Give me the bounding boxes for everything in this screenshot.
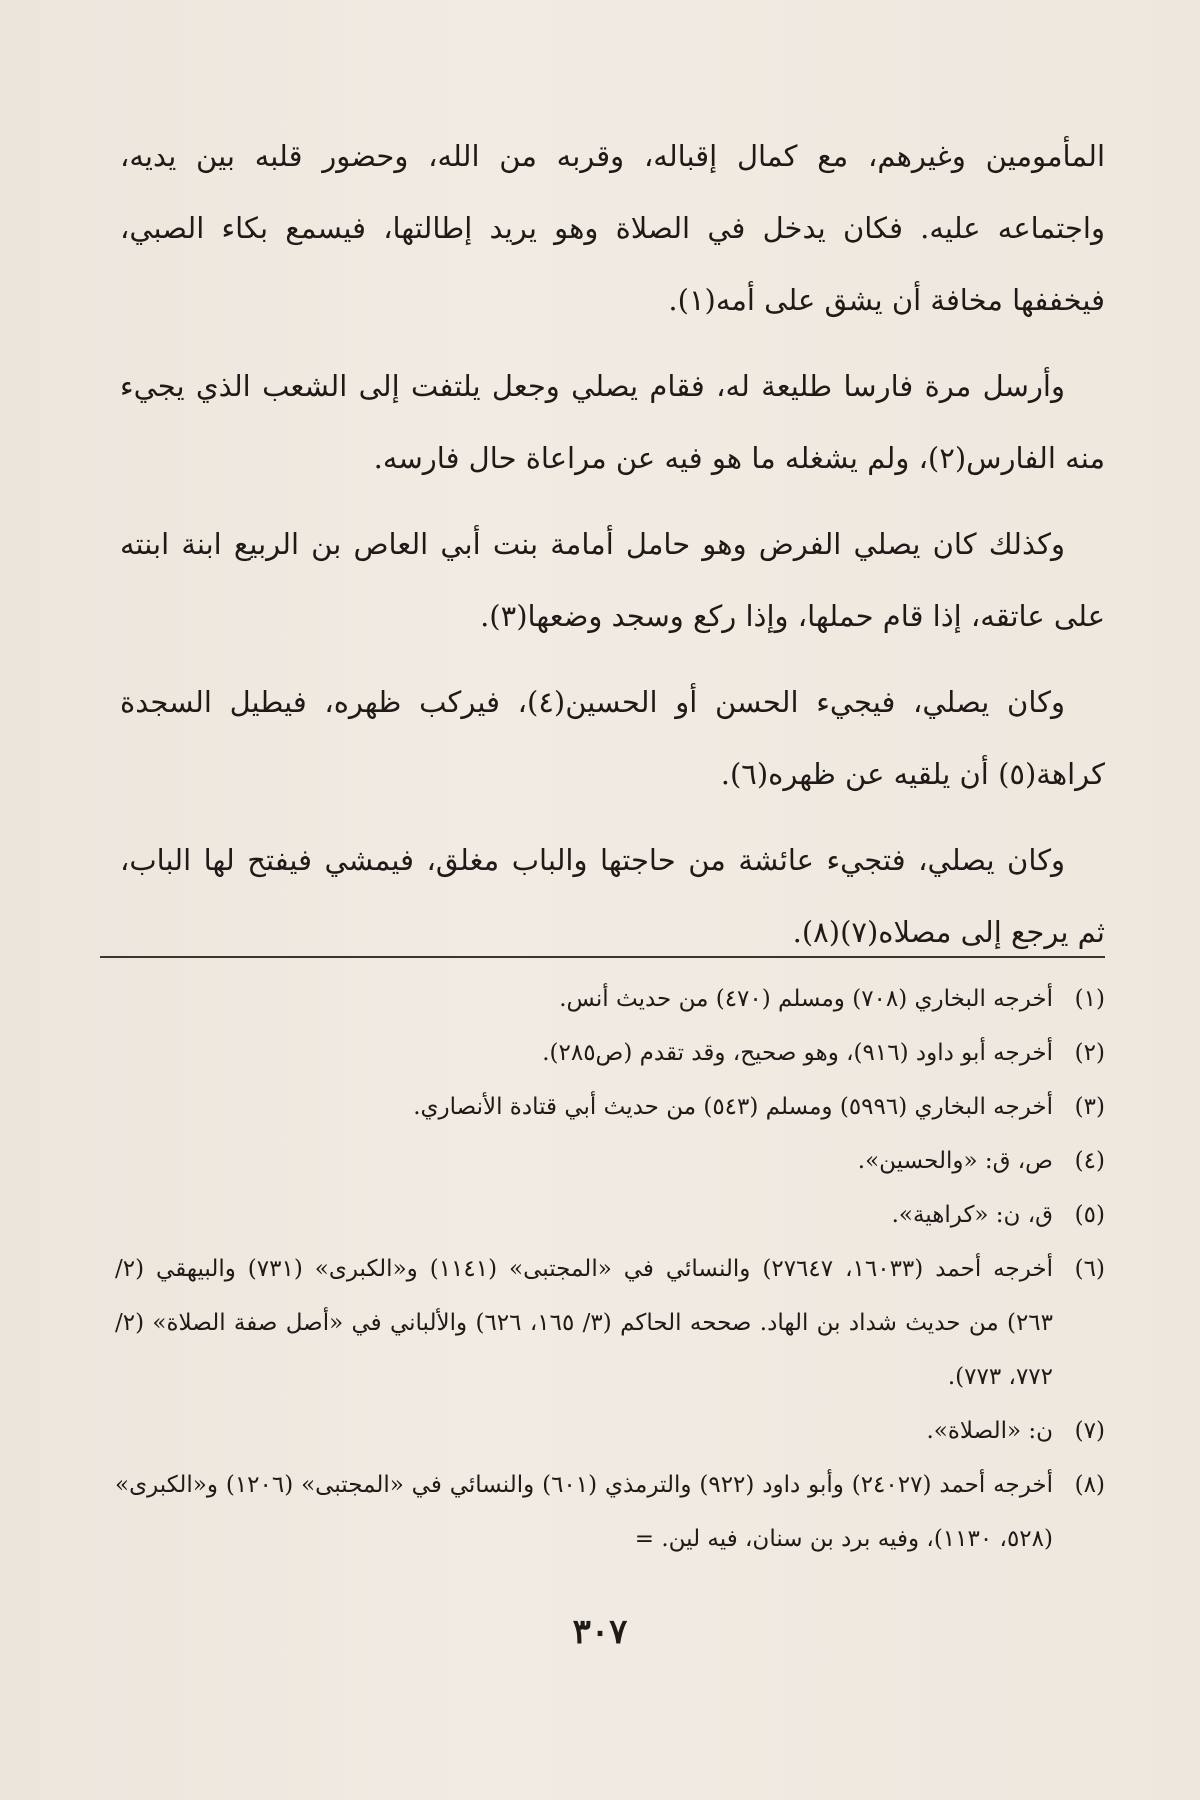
footnote-text: ص، ق: «والحسين». [857, 1148, 1053, 1174]
footnote [115, 1080, 1105, 1134]
footnote-number: (٦) [1074, 1256, 1105, 1282]
footnote [115, 1458, 1105, 1566]
footnote-text: ق، ن: «كراهية». [891, 1202, 1053, 1228]
footnote-number: (٢) [1074, 1040, 1105, 1066]
paragraph: وأرسل مرة فارسا طليعة له، فقام يصلي وجعل يلتفت إلى الشعب الذي يجيء منه الفارس(٢)، ولم يشغله ما هو فيه عن مراعاة حال فارسه. [120, 369, 1105, 475]
footnote-text: ن: «الصلاة». [926, 1418, 1053, 1444]
footnote-divider [100, 956, 1105, 958]
footnote-number: (٣) [1074, 1094, 1105, 1120]
footnote-number: (٧) [1074, 1418, 1105, 1444]
paragraph: وكان يصلي، فيجيء الحسن أو الحسين(٤)، فيركب ظهره، فيطيل السجدة كراهة(٥) أن يلقيه عن ظهره(٦). [120, 685, 1105, 791]
footnote [115, 1134, 1105, 1188]
paragraph: وكان يصلي، فتجيء عائشة من حاجتها والباب مغلق، فيمشي فيفتح لها الباب، ثم يرجع إلى مصلاه(٧)(٨). [120, 843, 1105, 949]
footnote-text: أخرجه أحمد (٢٤٠٢٧) وأبو داود (٩٢٢) والترمذي (٦٠١) والنسائي في «المجتبى» (١٢٠٦) و«الكبرى» (٥٢٨، ١١٣٠)، وفيه برد بن سنان، فيه لين. = [115, 1472, 1053, 1552]
footnote-number: (١) [1074, 986, 1105, 1012]
footnote [115, 1242, 1105, 1404]
footnote [115, 972, 1105, 1026]
footnote [115, 1188, 1105, 1242]
footnote-text: أخرجه أحمد (١٦٠٣٣، ٢٧٦٤٧) والنسائي في «المجتبى» (١١٤١) و«الكبرى» (٧٣١) والبيهقي (٢/ ٢٦٣) من حديث شداد بن الهاد. صححه الحاكم (٣/ ١٦٥، ٦٢٦) والألباني في «أصل صفة الصلاة» (٢/ ٧٧٢، ٧٧٣). [115, 1256, 1054, 1390]
footnote-text: أخرجه البخاري (٧٠٨) ومسلم (٤٧٠) من حديث أنس. [559, 986, 1053, 1012]
footnotes [115, 972, 1105, 1566]
footnote-number: (٥) [1074, 1202, 1105, 1228]
paragraph: المأمومين وغيرهم، مع كمال إقباله، وقربه من الله، وحضور قلبه بين يديه، واجتماعه عليه. فكان يدخل في الصلاة وهو يريد إطالتها، فيسمع بكاء الصبي، فيخففها مخافة أن يشق على أمه(١). [120, 139, 1105, 317]
footnote-number: (٤) [1074, 1148, 1105, 1174]
footnote-text: أخرجه أبو داود (٩١٦)، وهو صحيح، وقد تقدم (ص٢٨٥). [542, 1040, 1053, 1066]
footnote [115, 1026, 1105, 1080]
page-number: ٣٠٧ [572, 1612, 628, 1652]
paragraph: وكذلك كان يصلي الفرض وهو حامل أمامة بنت أبي العاص بن الربيع ابنة ابنته على عاتقه، إذا قام حملها، وإذا ركع وسجد وضعها(٣). [120, 527, 1105, 633]
footnote-number: (٨) [1074, 1472, 1105, 1498]
footnote [115, 1404, 1105, 1458]
footnote-text: أخرجه البخاري (٥٩٩٦) ومسلم (٥٤٣) من حديث أبي قتادة الأنصاري. [413, 1094, 1053, 1120]
main-text [120, 120, 1105, 982]
